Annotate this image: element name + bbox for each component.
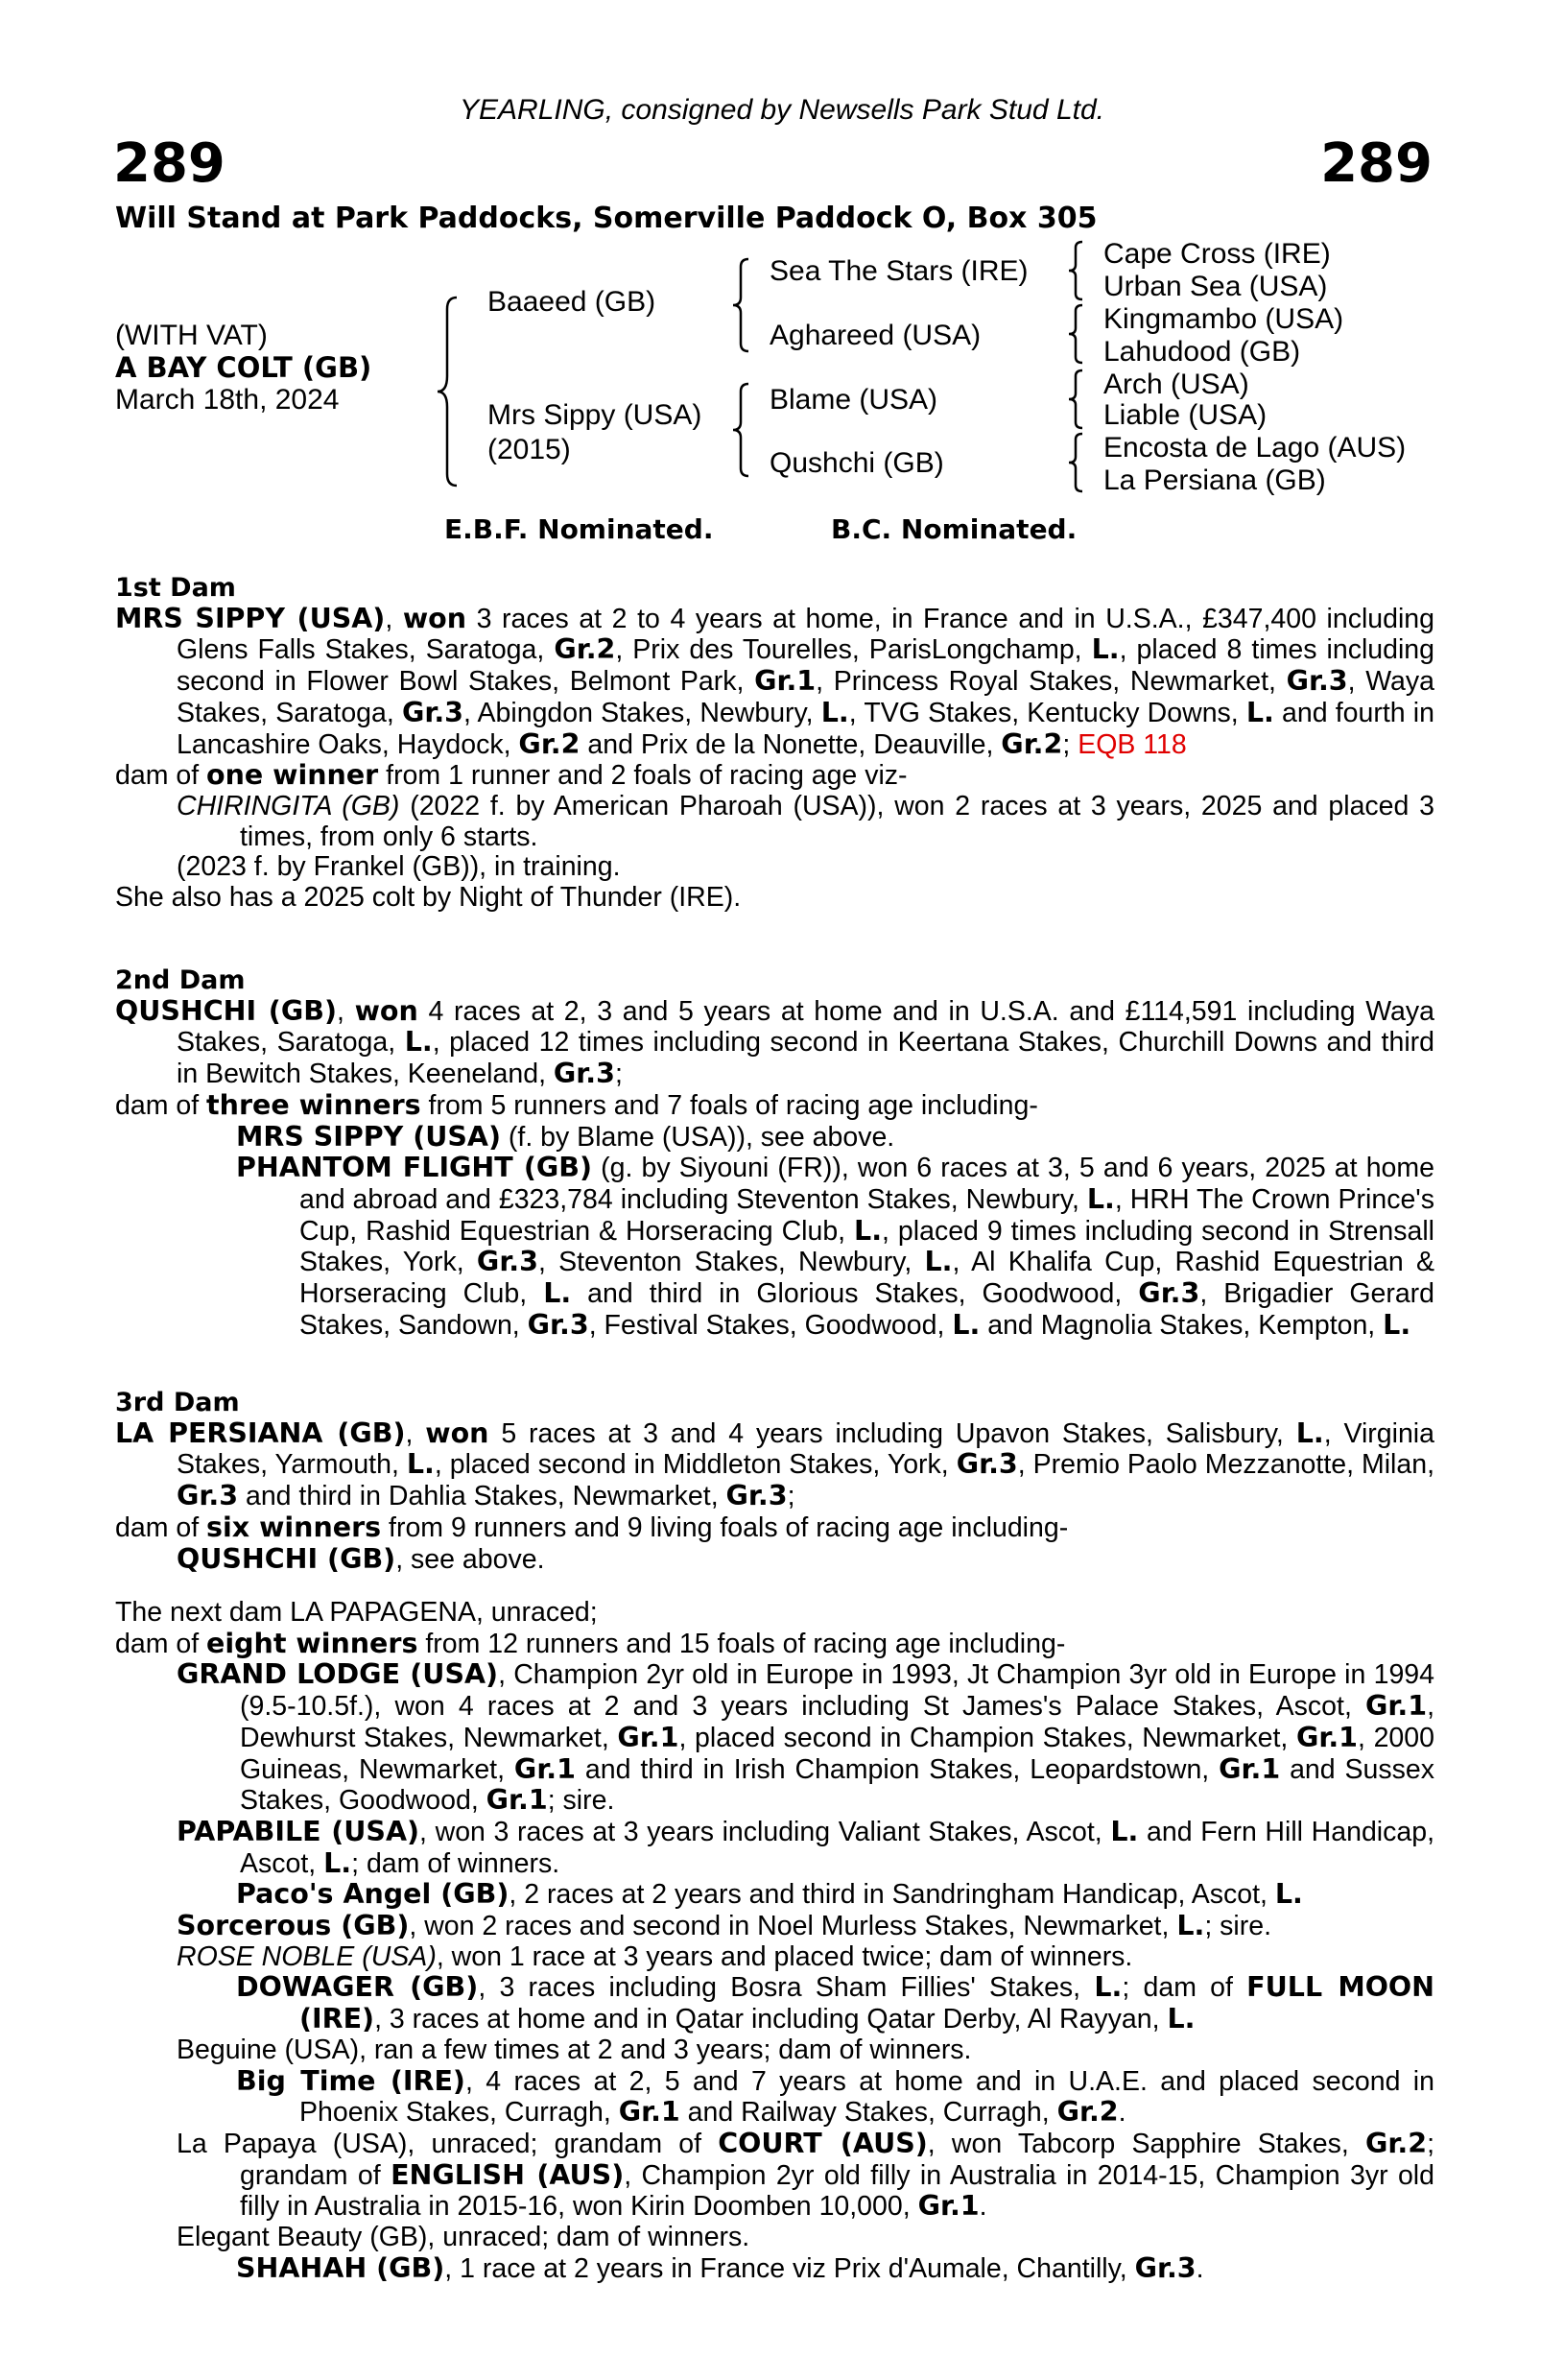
pedigree-brace-g34 (1065, 303, 1086, 365)
pedigree-g5: Arch (USA) (1103, 369, 1249, 400)
rose-noble-entry: ROSE NOBLE (USA), won 1 race at 3 years and placed twice; dam of winners. (177, 1940, 1133, 1972)
second-dam-offspring-1: MRS SIPPY (USA) (f. by Blame (USA)), see above. (236, 1120, 895, 1153)
first-dam-foal-1: CHIRINGITA (GB) (2022 f. by American Pharoah (USA)), won 2 races at 3 years, 2025 and placed 3 times, from only 6 starts. (177, 790, 1435, 852)
stand-location: Will Stand at Park Paddocks, Somerville Paddock O, Box 305 (115, 202, 1098, 235)
pedigree-dam-dam: Qushchi (GB) (770, 447, 944, 479)
first-dam-record: MRS SIPPY (USA), won 3 races at 2 to 4 years at home, in France and in U.S.A., £347,400 including Glens Falls Stakes, Saratoga, Gr.2, Prix des Tourelles, ParisLongchamp, L., placed 8 times including second in Flower Bowl Stakes, Belmont Park, Gr.1, Princess Royal Stakes, Newmarket, Gr.3, Waya Stakes, Saratoga, Gr.3, Abingdon Stakes, Newbury, L., TVG Stakes, Kentucky Downs, L. and fourth in Lancashire Oaks, Haydock, Gr.2 and Prix de la Nonette, Deauville, Gr.2; EQB 118 (115, 602, 1435, 760)
pedigree-sire: Baaeed (GB) (487, 286, 656, 318)
pedigree-brace-sire (729, 257, 752, 353)
pedigree-sire-sire: Sea The Stars (IRE) (770, 255, 1029, 287)
dowager-entry: DOWAGER (GB), 3 races including Bosra Sham Fillies' Stakes, L.; dam of FULL MOON (IRE), 3 races at home and in Qatar including Qatar Derby, Al Rayyan, L. (236, 1971, 1435, 2035)
la-papaya-entry: La Papaya (USA), unraced; grandam of COURT (AUS), won Tabcorp Sapphire Stakes, Gr.2; grandam of ENGLISH (AUS), Champion 2yr old filly in Australia in 2014-15, Champion 3yr old filly in Australia in 2015-16, won Kirin Doomben 10,000, Gr.1. (177, 2127, 1434, 2223)
second-dam-produce-summary: dam of three winners from 5 runners and 7 foals of racing age including- (115, 1088, 1038, 1121)
first-dam-section (115, 573, 1434, 914)
second-dam-heading: 2nd Dam (115, 965, 246, 995)
first-dam-produce-summary: dam of one winner from 1 runner and 2 foals of racing age viz- (115, 759, 908, 792)
page-subtitle: YEARLING, consigned by Newsells Park Stud Ltd. (460, 94, 1104, 126)
first-dam-name: MRS SIPPY (USA) (115, 602, 386, 634)
first-dam-heading: 1st Dam (115, 573, 236, 603)
second-dam-record: QUSHCHI (GB), won 4 races at 2, 3 and 5 years at home and in U.S.A. and £114,591 including Waya Stakes, Saratoga, L., placed 12 times including second in Keertana Stakes, Churchill Downs and third in Bewitch Stakes, Keeneland, Gr.3; (115, 994, 1434, 1090)
second-dam-section (115, 965, 1434, 1341)
shahah-entry: SHAHAH (GB), 1 race at 2 years in France viz Prix d'Aumale, Chantilly, Gr.3. (236, 2251, 1204, 2284)
third-dam-name: LA PERSIANA (GB) (115, 1416, 406, 1449)
pedigree-g6: Liable (USA) (1103, 399, 1268, 431)
third-dam-produce-summary: dam of six winners from 9 runners and 9 living foals of racing age including- (115, 1511, 1069, 1543)
pacos-angel-entry: Paco's Angel (GB), 2 races at 2 years and third in Sandringham Handicap, Ascot, L. (236, 1878, 1303, 1911)
third-dam-heading: 3rd Dam (115, 1388, 240, 1417)
second-dam-offspring-2: PHANTOM FLIGHT (GB) (g. by Siyouni (FR)), won 6 races at 3, 5 and 6 years, 2025 at home and abroad and £323,784 including Steventon Stakes, Newbury, L., HRH The Crown Prince's Cup, Rashid Equestrian & Horseracing Club, L., placed 9 times including second in Strensall Stakes, York, Gr.3, Steventon Stakes, Newbury, L., Al Khalifa Cup, Rashid Equestrian & Horseracing Club, L. and third in Glorious Stakes, Goodwood, Gr.3, Brigadier Gerard Stakes, Sandown, Gr.3, Festival Stakes, Goodwood, L. and Magnolia Stakes, Kempton, L. (236, 1152, 1435, 1341)
beguine-entry: Beguine (USA), ran a few times at 2 and 3 years; dam of winners. (177, 2034, 972, 2065)
ebf-nominated: E.B.F. Nominated. (444, 513, 714, 545)
bc-nominated: B.C. Nominated. (831, 513, 1078, 545)
pedigree-sire-dam: Aghareed (USA) (770, 320, 982, 351)
horse-name: A BAY COLT (GB) (115, 351, 372, 384)
big-time-entry: Big Time (IRE), 4 races at 2, 5 and 7 years at home and in U.A.E. and placed second in Phoenix Stakes, Curragh, Gr.1 and Railway Stakes, Curragh, Gr.2. (236, 2064, 1434, 2129)
second-dam-name: QUSHCHI (GB) (115, 994, 337, 1027)
pedigree-brace-g12 (1065, 240, 1086, 301)
pedigree-g3: Kingmambo (USA) (1103, 303, 1344, 335)
first-dam-also: She also has a 2025 colt by Night of Thunder (IRE). (115, 882, 742, 914)
pedigree-g2: Urban Sea (USA) (1103, 271, 1328, 302)
eqb-rating: EQB 118 (1078, 728, 1187, 760)
fourth-dam-produce-summary: dam of eight winners from 12 runners and 15 foals of racing age including- (115, 1627, 1066, 1659)
lot-number-right: 289 (1320, 132, 1433, 195)
pedigree-brace-g78 (1065, 432, 1086, 493)
pedigree-g8: La Persiana (GB) (1103, 464, 1326, 496)
sorcerous-entry: Sorcerous (GB), won 2 races and second in Noel Murless Stakes, Newmarket, L.; sire. (177, 1910, 1271, 1942)
fourth-dam-intro: The next dam LA PAPAGENA, unraced; (115, 1597, 598, 1628)
pedigree-dam-sire: Blame (USA) (770, 384, 938, 416)
pedigree-g7: Encosta de Lago (AUS) (1103, 432, 1407, 464)
pedigree-brace-g56 (1065, 369, 1086, 430)
foaling-date: March 18th, 2024 (115, 384, 340, 416)
lot-number-left: 289 (113, 132, 225, 195)
grand-lodge-entry: GRAND LODGE (USA), Champion 2yr old in Europe in 1993, Jt Champion 3yr old in Europe in 1994 (9.5-10.5f.), won 4 races at 2 and 3 years including St James's Palace Stakes, Ascot, Gr.1, Dewhurst Stakes, Newmarket, Gr.1, placed second in Champion Stakes, Newmarket, Gr.1, 2000 Guineas, Newmarket, Gr.1 and third in Irish Champion Stakes, Leopardstown, Gr.1 and Sussex Stakes, Goodwood, Gr.1; sire. (177, 1658, 1435, 1817)
pedigree-brace-dam (729, 382, 752, 478)
third-dam-record: LA PERSIANA (GB), won 5 races at 3 and 4 years including Upavon Stakes, Salisbury, L., Virginia Stakes, Yarmouth, L., placed second in Middleton Stakes, York, Gr.3, Premio Paolo Mezzanotte, Milan, Gr.3 and third in Dahlia Stakes, Newmarket, Gr.3; (115, 1416, 1435, 1512)
papabile-entry: PAPABILE (USA), won 3 races at 3 years including Valiant Stakes, Ascot, L. and Fern Hill Handicap, Ascot, L.; dam of winners. (177, 1815, 1434, 1879)
third-dam-section (115, 1388, 1434, 1575)
third-dam-offspring-1: QUSHCHI (GB), see above. (177, 1542, 545, 1575)
fourth-dam-section (115, 1598, 1434, 2284)
pedigree-g4: Lahudood (GB) (1103, 336, 1301, 368)
pedigree-dam-year: (2015) (487, 434, 571, 465)
elegant-beauty-entry: Elegant Beauty (GB), unraced; dam of winners. (177, 2222, 750, 2253)
pedigree-brace-main (434, 296, 462, 488)
pedigree-dam: Mrs Sippy (USA) (487, 399, 702, 431)
vat-note: (WITH VAT) (115, 320, 268, 351)
pedigree-g1: Cape Cross (IRE) (1103, 238, 1331, 270)
first-dam-foal-2: (2023 f. by Frankel (GB)), in training. (177, 851, 621, 883)
